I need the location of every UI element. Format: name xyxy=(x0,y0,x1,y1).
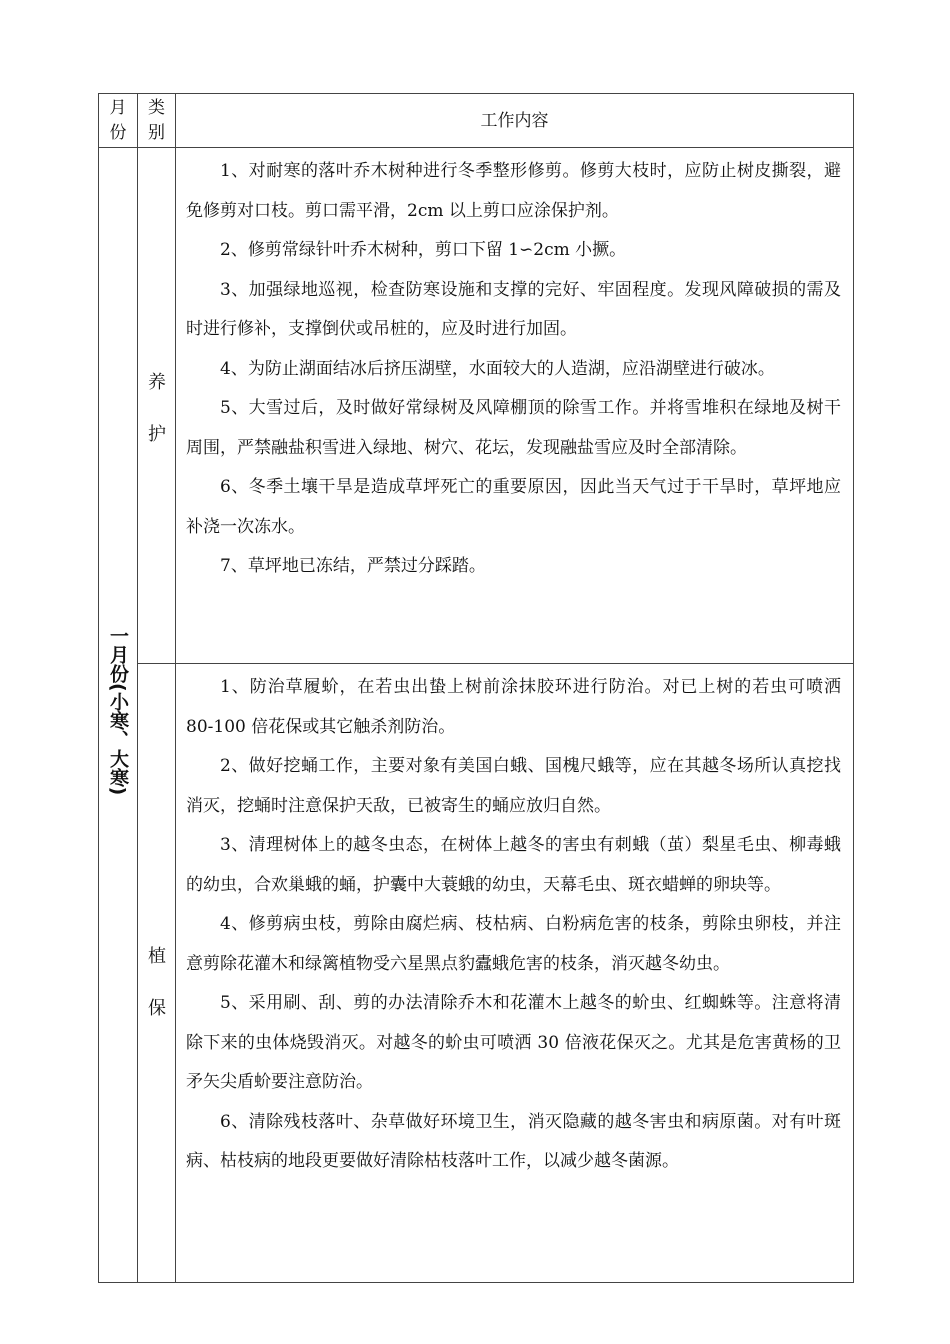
section-row-zhibao xyxy=(99,664,854,1283)
header-content: 工作内容 xyxy=(176,94,854,148)
list-item: 2、修剪常绿针叶乔木树种，剪口下留 1∽2cm 小撅。 xyxy=(220,240,627,260)
category-yanghu: 养 护 xyxy=(138,148,176,664)
month-cell xyxy=(99,148,138,1283)
list-item: 1、防治草履蚧，在若虫出蛰上树前涂抹胶环进行防治。对已上树的若虫可喷洒 80-100 倍花保或其它触杀剂防治。 xyxy=(186,677,841,737)
list-item: 7、草坪地已冻结，严禁过分踩踏。 xyxy=(220,556,486,576)
content-yanghu xyxy=(176,148,854,664)
list-item: 1、对耐寒的落叶乔木树种进行冬季整形修剪。修剪大枝时，应防止树皮撕裂，避免修剪对口枝。剪口需平滑，2cm 以上剪口应涂保护剂。 xyxy=(186,161,841,221)
section-row-yanghu xyxy=(99,148,854,664)
list-item: 4、为防止湖面结冰后挤压湖壁，水面较大的人造湖，应沿湖壁进行破冰。 xyxy=(220,358,775,379)
list-item: 6、冬季土壤干旱是造成草坪死亡的重要原因，因此当天气过于干旱时，草坪地应补浇一次冻水。 xyxy=(186,477,841,537)
header-category: 类 别 xyxy=(138,94,176,148)
work-schedule-table xyxy=(98,93,854,1283)
list-item: 2、做好挖蛹工作，主要对象有美国白蛾、国槐尺蛾等，应在其越冬场所认真挖找消灭，挖蛹时注意保护天敌，已被寄生的蛹应放归自然。 xyxy=(186,756,841,816)
header-month: 月 份 xyxy=(99,94,138,148)
content-zhibao xyxy=(176,664,854,1283)
list-item: 3、清理树体上的越冬虫态，在树体上越冬的害虫有刺蛾（茧）梨星毛虫、柳毒蛾的幼虫，合欢巢蛾的蛹，护囊中大蓑蛾的幼虫，天幕毛虫、斑衣蜡蝉的卵块等。 xyxy=(186,835,841,895)
header-row xyxy=(99,94,854,148)
list-item: 5、大雪过后，及时做好常绿树及风障棚顶的除雪工作。并将雪堆积在绿地及树干周围，严禁融盐积雪进入绿地、树穴、花坛，发现融盐雪应及时全部清除。 xyxy=(186,398,841,458)
month-label: 一月份(小寒、大寒) xyxy=(107,626,129,796)
list-item: 3、加强绿地巡视，检查防寒设施和支撑的完好、牢固程度。发现风障破损的需及时进行修补，支撑倒伏或吊桩的，应及时进行加固。 xyxy=(186,279,841,339)
category-zhibao: 植 保 xyxy=(138,664,176,1283)
list-item: 5、采用刷、刮、剪的办法清除乔木和花灌木上越冬的蚧虫、红蜘蛛等。注意将清除下来的虫体烧毁消灭。对越冬的蚧虫可喷洒 30 倍液花保灭之。尤其是危害黄杨的卫矛矢尖盾蚧要注意防治。 xyxy=(186,993,841,1092)
list-item: 4、修剪病虫枝，剪除由腐烂病、枝枯病、白粉病危害的枝条，剪除虫卵枝，并注意剪除花灌木和绿篱植物受六星黑点豹蠹蛾危害的枝条，消灭越冬幼虫。 xyxy=(186,914,841,974)
list-item: 6、清除残枝落叶、杂草做好环境卫生，消灭隐藏的越冬害虫和病原菌。对有叶斑病、枯枝病的地段更要做好清除枯枝落叶工作，以减少越冬菌源。 xyxy=(186,1111,841,1171)
